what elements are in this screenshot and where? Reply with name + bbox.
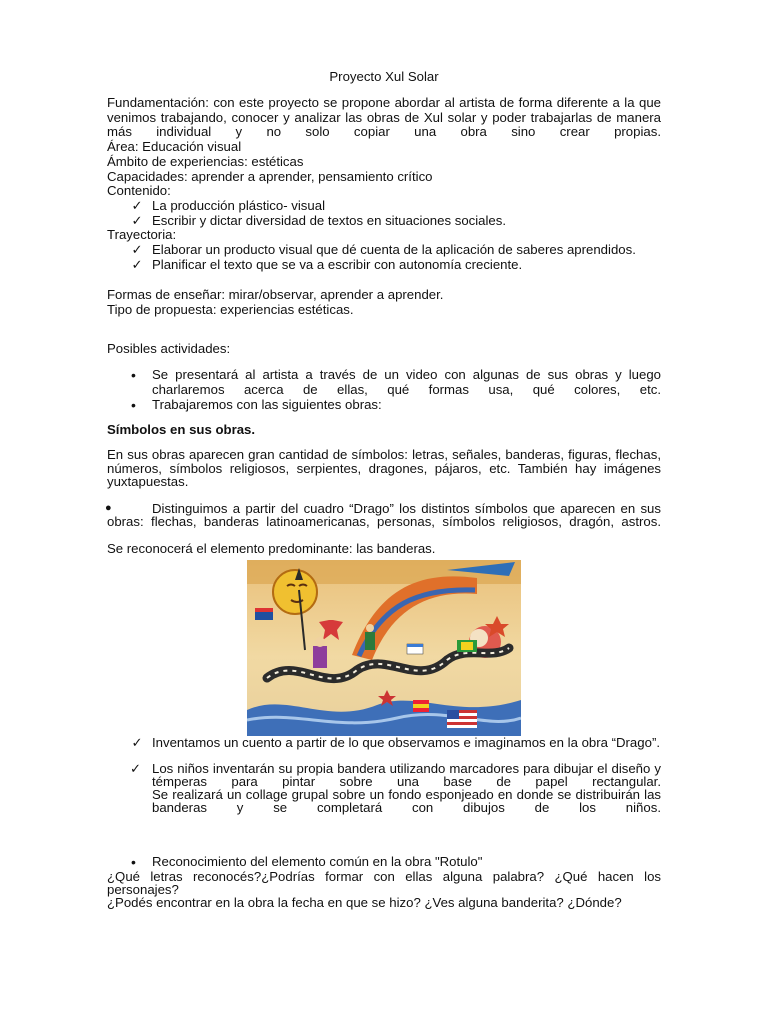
contenido-item [131,213,661,229]
drago-painting-illustration [247,560,521,736]
bullet-icon: • [131,854,136,870]
ambito-line: Ámbito de experiencias: estéticas [107,154,304,169]
pregunta-paragraph [107,870,661,897]
fundamentacion-text: Fundamentación: con este proyecto se propone abordar al artista de forma diferente a la que venimos trabajando, conocer y analizar las obras de Xul solar y poder trabajarlas de manera más individual y no solo copiar una obra sino crear propias. [107,95,661,140]
posibles-label: Posibles actividades: [107,341,231,356]
rotulo-item [131,854,661,870]
contenido-item [131,198,661,214]
contenido-item-text: Escribir y dictar diversidad de textos en situaciones sociales. [152,213,507,228]
distinguimos-text: Distinguimos a partir del cuadro “Drago” los distintos símbolos que aparecen en sus obras: flechas, banderas latinoamericanas, personas, símbolos religiosos, dragón, astros. [107,501,661,530]
predominante-line: Se reconocerá el elemento predominante: las banderas. [107,541,436,556]
trayectoria-item-text: Elaborar un producto visual que dé cuenta de la aplicación de saberes aprendidos. [152,242,636,257]
drago-activity-text: Inventamos un cuento a partir de lo que observamos e imaginamos en la obra “Drago”. [152,735,660,750]
simbolos-text: En sus obras aparecen gran cantidad de símbolos: letras, señales, banderas, figuras, flechas, números, símbolos religiosos, serpientes, dragones, pájaros, etc. También hay imágenes yuxtapuestas. [107,447,661,490]
collage-text: Se realizará un collage grupal sobre un fondo esponjeado en donde se distribuirán las banderas y se completará con dibujos de los niños. [152,787,661,816]
actividad-item [131,397,661,413]
contenido-item-text: La producción plástico- visual [152,198,325,213]
checkmark-icon: ✓ [131,735,143,750]
simbolos-heading: Símbolos en sus obras. [107,422,256,437]
trayectoria-item-text: Planificar el texto que se va a escribir con autonomía creciente. [152,257,523,272]
document-title: Proyecto Xul Solar [329,69,439,84]
checkmark-icon: ✓ [131,213,143,228]
pregunta-text: ¿Podés encontrar en la obra la fecha en que se hizo? ¿Ves alguna banderita? ¿Dónde? [107,895,622,910]
actividad-item-text: Trabajaremos con las siguientes obras: [152,397,382,412]
tipo-line: Tipo de propuesta: experiencias estéticas. [107,302,354,317]
checkmark-icon: ✓ [131,198,143,213]
drago-activity-text: Los niños inventarán su propia bandera utilizando marcadores para dibujar el diseño y témperas para pintar sobre una base de papel rectangular. [152,761,661,790]
pregunta-paragraph [107,896,661,911]
drago-activity-item [131,735,661,750]
actividad-item [131,367,661,397]
rotulo-text: Reconocimiento del elemento común en la obra "Rotulo" [152,854,483,869]
checkmark-icon: ✓ [131,242,143,257]
checkmark-icon: ✓ [131,257,143,272]
pregunta-text: ¿Qué letras reconocés?¿Podrías formar con ellas alguna palabra? ¿Qué hacen los personajes? [107,869,661,898]
formas-line: Formas de enseñar: mirar/observar, aprender a aprender. [107,287,444,302]
drago-painting-image [247,560,521,736]
trayectoria-item [131,257,661,273]
trayectoria-item [131,242,661,258]
checkmark-icon: ✓ [130,761,142,776]
drago-activity-item [130,761,661,790]
bullet-icon: • [131,397,136,413]
fundamentacion-paragraph [107,96,661,140]
area-line: Área: Educación visual [107,139,242,154]
contenido-label: Contenido: [107,183,171,198]
trayectoria-label: Trayectoria: [107,227,177,242]
simbolos-paragraph [107,448,661,489]
actividad-item-text: Se presentará al artista a través de un video con algunas de sus obras y luego charlaremos acerca de ellas, qué formas usa, qué colores, etc. [152,367,661,397]
collage-paragraph [152,788,661,814]
capacidades-line: Capacidades: aprender a aprender, pensamiento crítico [107,169,433,184]
bullet-icon: ● [105,502,112,514]
bullet-icon: • [131,367,136,383]
